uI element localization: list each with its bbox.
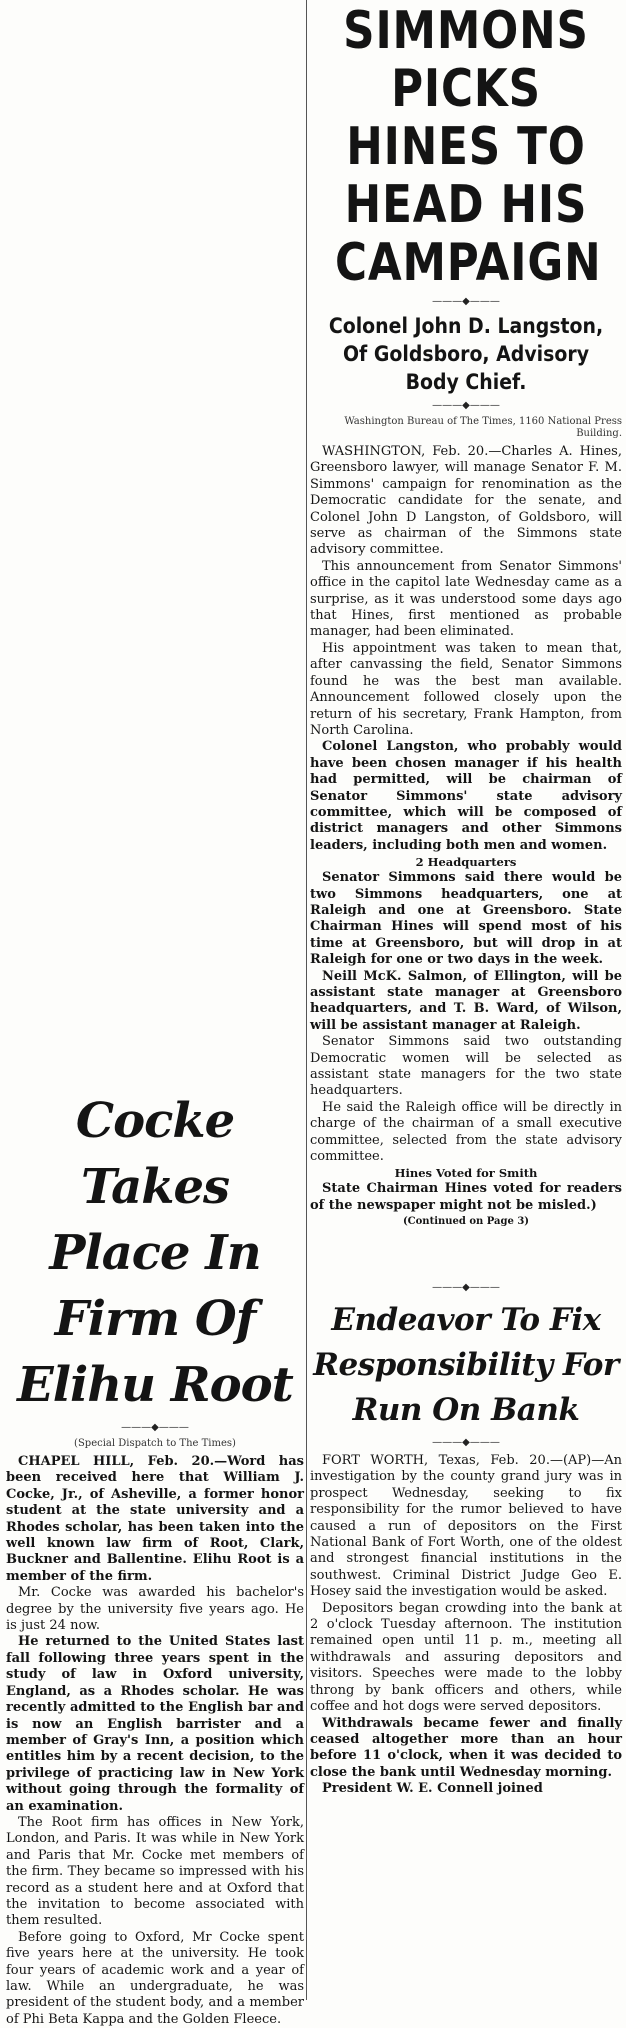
subhead: 2 Headquarters bbox=[415, 855, 517, 870]
paragraph: The Root firm has offices in New York, London, and Paris. It was while in New York and Paris that Mr. Cocke met members of the firm. They became so impressed with his record as a student here and at Oxford that the invitation to become associated with them resulted. bbox=[6, 1814, 304, 1929]
simmons-deck: Colonel John D. Langston, Of Goldsboro, Advisory Body Chief. bbox=[328, 314, 604, 394]
bank-run-article bbox=[310, 1278, 622, 2000]
paragraph: He said the Raleigh office will be directly in charge of the chairman of a small executive committee, selected from the state advisory committee. bbox=[310, 1099, 622, 1165]
paragraph: His appointment was taken to mean that, after canvassing the field, Senator Simmons found he was the best man available. Announcement followed closely upon the return of his secretary, Frank Hampton, from North Carolina. bbox=[310, 640, 622, 738]
simmons-byline: Washington Bureau of The Times, 1160 National Press Building. bbox=[344, 416, 622, 439]
paragraph: President W. E. Connell joined bbox=[322, 1781, 543, 1797]
rule-dash: ———◆——— bbox=[121, 1422, 189, 1433]
paragraph: Mr. Cocke was awarded his bachelor's degree by the university five years ago. He is just 24 now. bbox=[6, 1585, 304, 1634]
paragraph: Senator Simmons said there would be two Simmons headquarters, one at Raleigh and one at Greensboro. State Chairman Hines will spend most of his time at Greensboro, but will drop in at Raleigh for one or two days in the week. bbox=[310, 870, 622, 968]
bank-run-headline: Endeavor To Fix Responsibility For Run On Bank bbox=[313, 1302, 619, 1428]
simmons-body bbox=[310, 444, 622, 1230]
rule-dash: ———◆——— bbox=[432, 400, 500, 411]
paragraph: WASHINGTON, Feb. 20.—Charles A. Hines, Greensboro lawyer, will manage Senator F. M. Simmons' campaign for renomination as the Democratic candidate for the senate, and Colonel John D Langston, of Goldsboro, will serve as chairman of the Simmons state advisory committee. bbox=[310, 444, 622, 558]
paragraph: Senator Simmons said two outstanding Democratic women will be selected as assistant state managers for the two state headquarters. bbox=[310, 1034, 622, 1099]
rule-dash: ———◆——— bbox=[432, 1437, 500, 1448]
paragraph: FORT WORTH, Texas, Feb. 20.—(AP)—An investigation by the county grand jury was in prospect Wednesday, seeking to fix responsibility for the rumor believed to have caused a run of depositors on the First National Bank of Fort Worth, one of the oldest and strongest financial institutions in the southwest. Criminal District Judge Geo E. Hosey said the investigation would be asked. bbox=[310, 1453, 622, 1600]
subhead: Hines Voted for Smith bbox=[394, 1166, 538, 1181]
paragraph: Before going to Oxford, Mr Cocke spent five years here at the university. He took four years of academic work and a year of law. While an undergraduate, he was president of the student body, and a member of Phi Beta Kappa and the Golden Fleece. bbox=[6, 1929, 304, 2027]
cocke-headline: Cocke Takes Place In Firm Of Elihu Root bbox=[17, 1093, 293, 1413]
cocke-byline: (Special Dispatch to The Times) bbox=[74, 1438, 236, 1449]
paragraph: Colonel Langston, who probably would have been chosen manager if his health had permitted, will be chairman of Senator Simmons' state advisory committee, which will be composed of district managers and other Simmons leaders, including both men and women. bbox=[310, 739, 622, 853]
cocke-body bbox=[6, 1454, 304, 2028]
simmons-article bbox=[310, 0, 622, 1275]
rule-dash: ———◆——— bbox=[432, 296, 500, 307]
rule-dash: ———◆——— bbox=[432, 1282, 500, 1293]
paragraph: Withdrawals became fewer and finally ceased altogether more than an hour before 11 o'clock, when it was decided to close the bank until Wednesday morning. bbox=[310, 1715, 622, 1780]
column-rule bbox=[306, 0, 307, 2000]
paragraph: CHAPEL HILL, Feb. 20.—Word has been received here that William J. Cocke, Jr., of Asheville, a former honor student at the state university and a Rhodes scholar, has been taken into the well known law firm of Root, Clark, Buckner and Ballentine. Elihu Root is a member of the firm. bbox=[6, 1454, 304, 1584]
simmons-headline: SIMMONS PICKS HINES TO HEAD HIS CAMPAIGN bbox=[334, 1, 602, 293]
cocke-article bbox=[6, 1088, 304, 2027]
paragraph: State Chairman Hines voted for readers of the newspaper might not be misled.) bbox=[310, 1181, 622, 1213]
bank-run-body bbox=[310, 1453, 622, 1798]
paragraph: Depositors began crowding into the bank at 2 o'clock Tuesday afternoon. The institution remained open until 11 p. m., meeting all withdrawals and assuring depositors and visitors. Speeches were made to the lobby throng by bank officers and others, while coffee and hot dogs were served depositors. bbox=[310, 1600, 622, 1715]
continued-line: (Continued on Page 3) bbox=[402, 1216, 530, 1228]
paragraph: Neill McK. Salmon, of Ellington, will be assistant state manager at Greensboro headquarters, and T. B. Ward, of Wilson, will be assistant manager at Raleigh. bbox=[310, 968, 622, 1033]
paragraph: This announcement from Senator Simmons' office in the capitol late Wednesday came as a surprise, as it was understood some days ago that Hines, first mentioned as probable manager, had been eliminated. bbox=[310, 558, 622, 640]
paragraph: He returned to the United States last fall following three years spent in the study of law in Oxford university, England, as a Rhodes scholar. He was recently admitted to the English bar and is now an English barrister and a member of Gray's Inn, a position which entitles him by a recent decision, to the privilege of practicing law in New York without going through the formality of an examination. bbox=[6, 1634, 304, 1814]
